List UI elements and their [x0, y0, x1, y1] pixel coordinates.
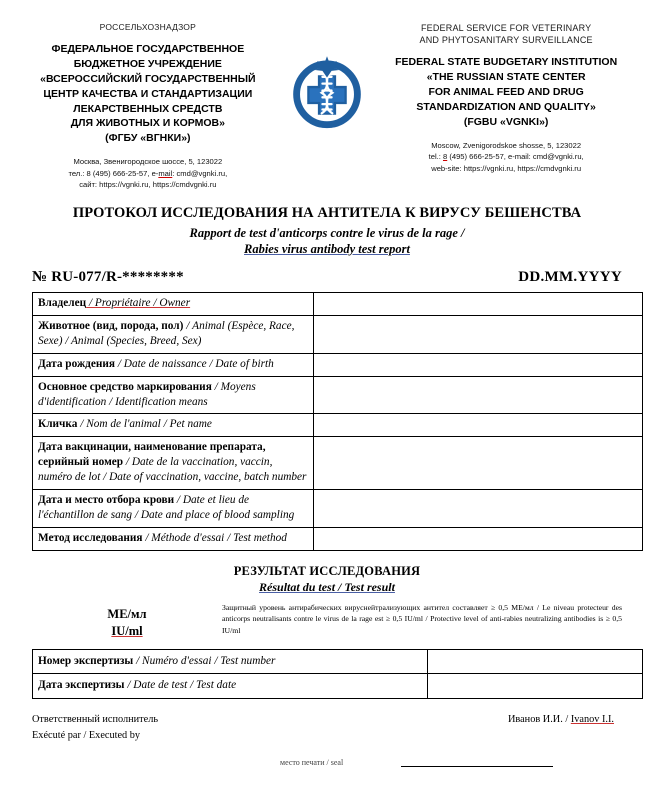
row-label-identification — [33, 376, 314, 414]
executor-name — [508, 712, 622, 728]
table-row — [33, 353, 643, 376]
row-value-vaccination[interactable] — [314, 437, 643, 490]
supervisor-name-en — [374, 22, 638, 46]
label-translated: / Moyens d'identification / Identification means — [38, 380, 256, 408]
table-row — [33, 293, 643, 316]
seal-and-signature-row — [32, 756, 622, 767]
institution-line: FEDERAL STATE BUDGETARY INSTITUTION — [395, 56, 618, 69]
label-ru: Дата и место отбора крови — [38, 494, 175, 507]
label-translated: / Date de test / Test date — [124, 679, 237, 692]
unit-en: IU/ml — [111, 623, 143, 638]
phone-prefix: tel.: — [428, 152, 443, 162]
vgnki-emblem-icon — [289, 54, 365, 130]
label-ru: Кличка — [38, 418, 78, 431]
address-ru: Москва, Звенигородское шоссе, 5, 123022 — [73, 157, 223, 167]
institution-line: ФЕДЕРАЛЬНОЕ ГОСУДАРСТВЕННОЕ — [51, 42, 245, 55]
institution-line: (FGBU «VGNKI») — [463, 115, 549, 128]
row-label-blood-sampling — [33, 490, 314, 528]
result-unit-row — [0, 600, 654, 640]
supervisor-name-ru: РОССЕЛЬХОЗНАДЗОР — [99, 22, 196, 32]
executor-label-ru: Ответственный исполнитель — [32, 713, 159, 725]
institution-line: STANDARDIZATION AND QUALITY» — [416, 101, 596, 113]
animal-form-table — [32, 292, 643, 551]
row-label-test-number — [33, 649, 428, 674]
label-translated: / Méthode d'essai / Test method — [142, 531, 287, 544]
label-translated: / Animal (Espèce, Race, Sexe) / Animal (Species, Breed, Sex) — [38, 319, 295, 347]
table-row — [33, 376, 643, 414]
label-ru: Основное средство маркирования — [38, 380, 212, 393]
row-label-test-method — [33, 527, 314, 550]
seal-placeholder: место печати / seal — [280, 757, 344, 767]
test-info-table — [32, 649, 643, 699]
signature-line[interactable] — [401, 756, 553, 767]
label-ru: Дата рождения — [38, 357, 115, 370]
page-title-ru: ПРОТОКОЛ ИССЛЕДОВАНИЯ НА АНТИТЕЛА К ВИРУСУ БЕШЕНСТВА — [72, 205, 582, 222]
label-translated: / Date et lieu de l'échantillon de sang / Date and place of blood sampling — [38, 494, 295, 521]
phone-en — [374, 151, 638, 162]
institution-line: (ФГБУ «ВГНКИ») — [105, 132, 191, 145]
page-title-en: Rabies virus antibody test report — [244, 241, 410, 256]
label-ru: Метод исследования — [38, 531, 143, 544]
row-label-petname — [33, 414, 314, 437]
unit-ru: МЕ/мл — [107, 606, 147, 621]
row-label-owner — [33, 293, 314, 316]
table-row — [33, 649, 643, 674]
document-identifier-row — [0, 269, 654, 286]
table-row — [33, 674, 643, 699]
supervisor-line: AND PHYTOSANITARY SURVEILLANCE — [419, 35, 593, 46]
animal-form-table-wrapper — [0, 292, 654, 551]
executor-label-fr-en: Exécuté par / Executed by — [32, 729, 141, 741]
label-ru: Дата экспертизы — [38, 679, 125, 692]
label-translated: / Numéro d'essai / Test number — [133, 654, 276, 667]
phone-digit-underlined: 8 — [442, 152, 448, 162]
test-info-table-wrapper — [0, 649, 654, 699]
logo-container — [284, 22, 371, 130]
institution-line: ДЛЯ ЖИВОТНЫХ И КОРМОВ» — [70, 117, 225, 130]
row-value-blood-sampling[interactable] — [314, 490, 643, 528]
table-row — [33, 315, 643, 353]
institution-line: БЮДЖЕТНОЕ УЧРЕЖДЕНИЕ — [73, 57, 222, 70]
row-label-test-date — [33, 674, 428, 699]
phone-tail: : cmd@vgnki.ru, — [172, 168, 228, 178]
institution-name-en — [374, 55, 638, 130]
mail-underlined: mail — [158, 168, 173, 178]
result-unit-label — [32, 600, 222, 640]
label-translated: / Propriétaire / Owner — [86, 297, 191, 310]
website-ru: сайт: https://vgnki.ru, https://cmdvgnki.ru — [79, 180, 217, 189]
header-russian-block — [16, 22, 284, 190]
institution-line: ЦЕНТР КАЧЕСТВА И СТАНДАРТИЗАЦИИ — [43, 87, 253, 100]
label-ru: Номер экспертизы — [38, 654, 134, 667]
row-value-animal[interactable] — [314, 315, 643, 353]
signature-row — [32, 712, 622, 744]
label-translated: / Nom de l'animal / Pet name — [77, 418, 212, 431]
phone-label: тел.: 8 (495) 666-25-57, e- — [68, 168, 159, 178]
page-title-fr: Rapport de test d'anticorps contre le virus de la rage / — [189, 225, 465, 240]
contact-block-en — [374, 140, 638, 174]
document-title-block — [0, 204, 654, 257]
label-translated: / Date de naissance / Date of birth — [115, 357, 274, 370]
institution-line: «ВСЕРОССИЙСКИЙ ГОСУДАРСТВЕННЫЙ — [40, 72, 256, 85]
supervisor-line: FEDERAL SERVICE FOR VETERINARY — [420, 23, 592, 33]
executor-name-ru: Иванов И.И. / — [507, 713, 571, 725]
protective-level-note: Защитный уровень антирабических вируснейтрализующих антител составляет ≥ 0,5 МЕ/мл / Le niveau protecteur des anticorps neutralisants contre le virus de la rage est ≥ 0,5 IU/ml / Protective level of anti-rabies neutralizing antibodies is ≥ 0,5 IU/ml — [222, 602, 622, 635]
executor-name-latin: Ivanov I.I. — [570, 713, 614, 725]
row-value-test-date[interactable] — [428, 674, 643, 699]
row-value-identification[interactable] — [314, 376, 643, 414]
label-ru: Дата вакцинации, наименование препарата, серийный номер — [38, 441, 266, 469]
website-en: web-site: https://vgnki.ru, https://cmdvgnki.ru — [431, 163, 582, 173]
document-number: № RU-077/R-******** — [32, 269, 184, 286]
row-label-vaccination — [33, 437, 314, 490]
table-row — [33, 414, 643, 437]
institution-name-ru — [16, 42, 280, 146]
executor-label — [32, 712, 158, 744]
result-heading-ru: РЕЗУЛЬТАТ ИССЛЕДОВАНИЯ — [233, 563, 421, 578]
table-row — [33, 527, 643, 550]
result-heading-fr-en: Résultat du test / Test result — [259, 579, 395, 594]
phone-ru — [16, 168, 280, 179]
table-row — [33, 490, 643, 528]
phone-tail: (495) 666-25-57, e-mail: cmd@vgnki.ru, — [447, 152, 584, 162]
document-header — [0, 0, 654, 190]
document-footer — [0, 712, 654, 767]
row-value-petname[interactable] — [314, 414, 643, 437]
row-value-owner[interactable] — [314, 293, 643, 316]
row-label-animal — [33, 315, 314, 353]
row-value-test-number[interactable] — [428, 649, 643, 674]
institution-line: FOR ANIMAL FEED AND DRUG — [428, 86, 584, 99]
institution-line: «THE RUSSIAN STATE CENTER — [426, 71, 586, 84]
address-en: Moscow, Zvenigorodskoe shosse, 5, 123022 — [431, 140, 582, 150]
result-heading-block — [0, 564, 654, 595]
table-row — [33, 437, 643, 490]
contact-block-ru — [16, 156, 280, 190]
row-value-test-method[interactable] — [314, 527, 643, 550]
document-date: DD.MM.YYYY — [518, 269, 622, 286]
institution-line: ЛЕКАРСТВЕННЫХ СРЕДСТВ — [73, 102, 223, 115]
header-english-block — [370, 22, 638, 174]
row-label-birthdate — [33, 353, 314, 376]
label-ru: Владелец — [38, 297, 87, 310]
row-value-birthdate[interactable] — [314, 353, 643, 376]
label-ru: Животное (вид, порода, пол) — [38, 319, 184, 332]
label-translated: / Date de la vaccination, vaccin, numéro de lot / Date of vaccination, vaccine, batch number — [38, 456, 307, 484]
